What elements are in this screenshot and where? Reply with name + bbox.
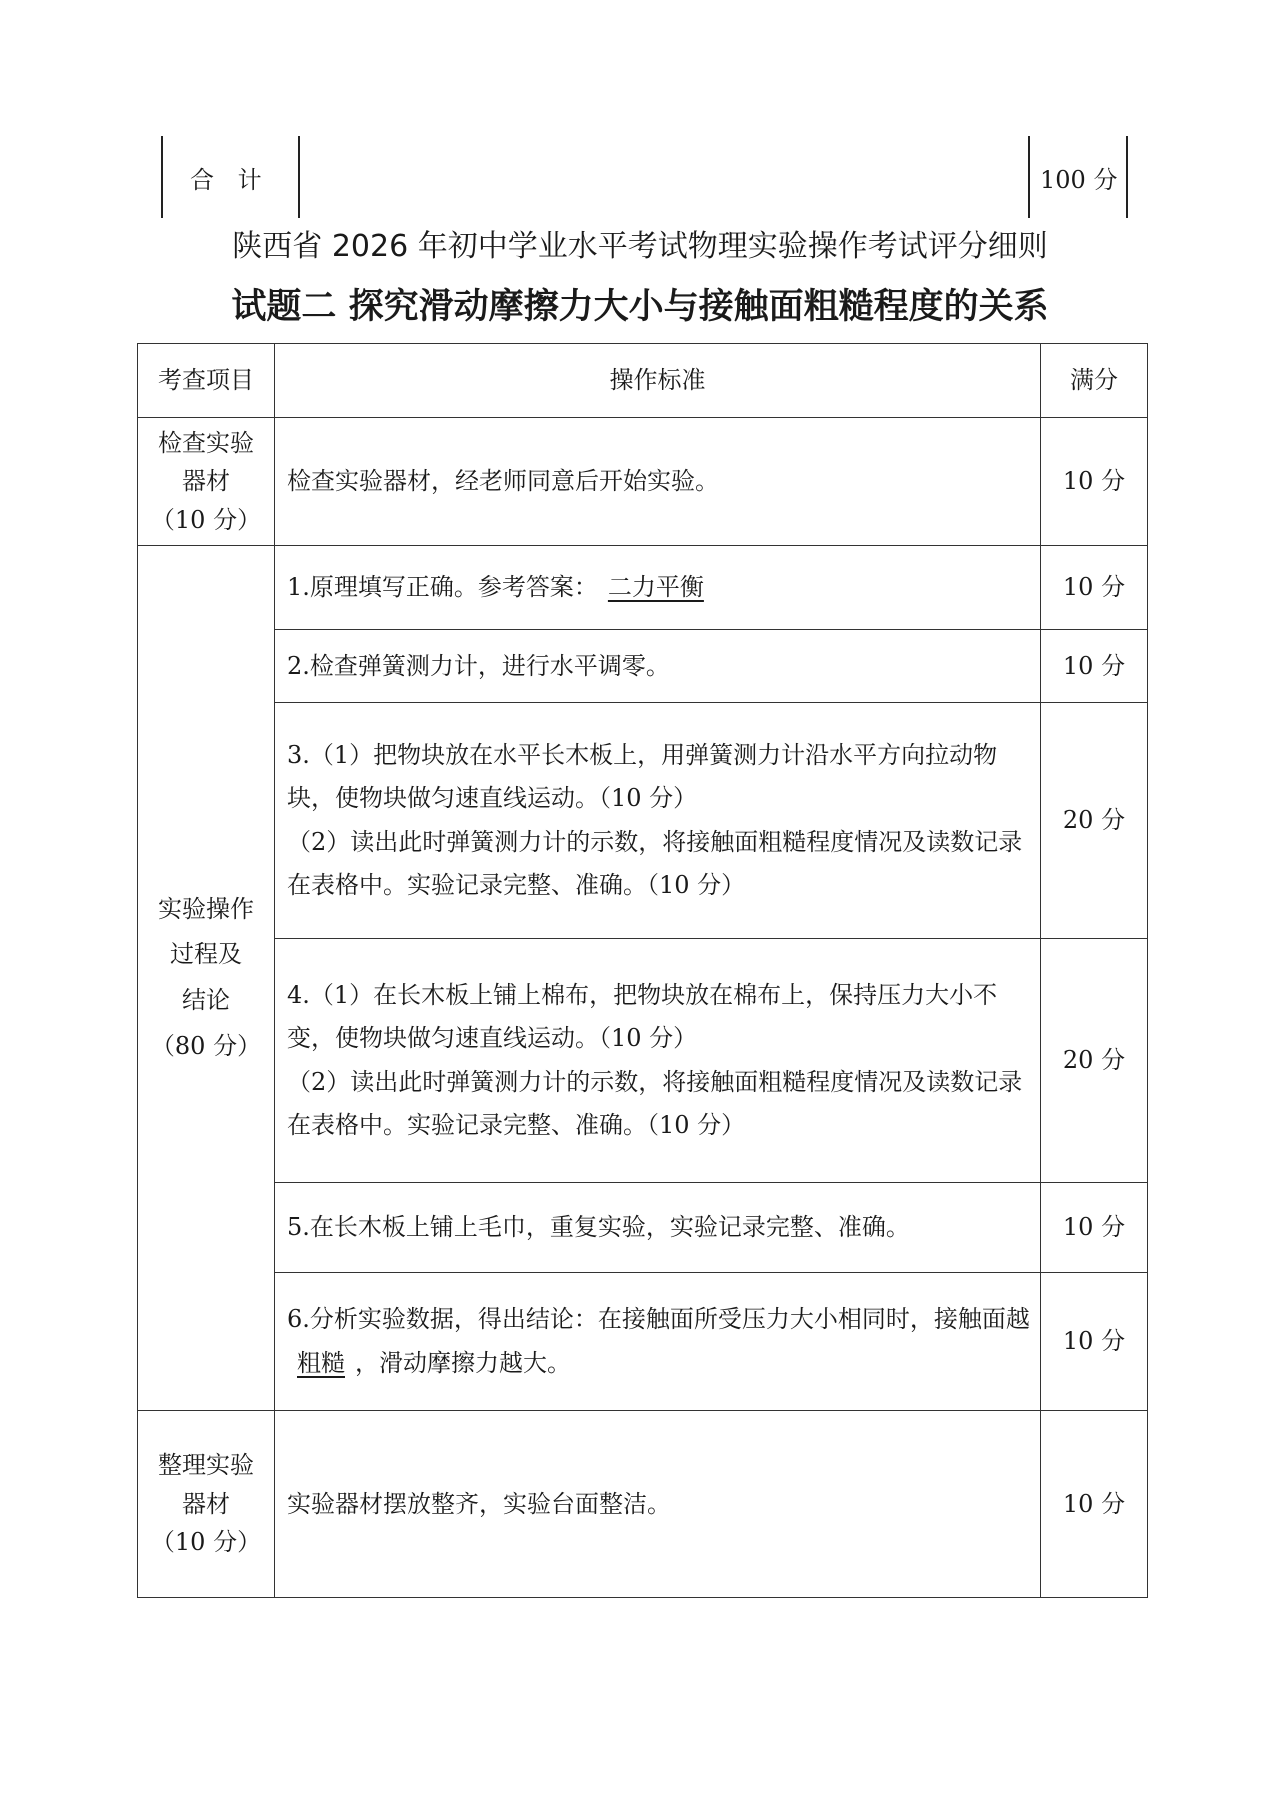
section-item-tidy: 整理实验 器材 （10 分） xyxy=(138,1411,275,1598)
row-score: 10 分 xyxy=(1041,1183,1148,1273)
row-score: 10 分 xyxy=(1041,1411,1148,1598)
table-row xyxy=(138,1273,1148,1411)
answer-blank: 粗糙 xyxy=(297,1348,345,1377)
row-score: 10 分 xyxy=(1041,630,1148,703)
answer-blank: 二力平衡 xyxy=(607,573,704,602)
fragment-border-mid xyxy=(298,136,300,218)
scoring-table xyxy=(137,343,1148,1598)
criteria-text: 实验器材摆放整齐，实验台面整洁。 xyxy=(275,1411,1041,1598)
section-item-check: 检查实验 器材 （10 分） xyxy=(138,418,275,546)
criteria-text: 4.（1）在长木板上铺上棉布，把物块放在棉布上，保持压力大小不变，使物块做匀速直线运动。（10 分） （2）读出此时弹簧测力计的示数，将接触面粗糙程度情况及读数记录在表格中。实验记录完整、准确。（10 分） xyxy=(275,939,1041,1183)
row-score: 10 分 xyxy=(1041,546,1148,630)
row-score: 10 分 xyxy=(1041,418,1148,546)
criteria-text: 1.原理填写正确。参考答案： 二力平衡 xyxy=(275,546,1041,630)
header-criteria: 操作标准 xyxy=(275,344,1041,418)
row-score: 20 分 xyxy=(1041,939,1148,1183)
document-title: 陕西省 2026 年初中学业水平考试物理实验操作考试评分细则 xyxy=(232,229,1048,264)
criteria-text: 2.检查弹簧测力计，进行水平调零。 xyxy=(275,630,1041,703)
table-header-row xyxy=(138,344,1148,418)
header-item: 考查项目 xyxy=(138,344,275,418)
table-row xyxy=(138,630,1148,703)
table-row xyxy=(138,1183,1148,1273)
fragment-total-score: 100 分 xyxy=(1040,166,1118,194)
row-score: 10 分 xyxy=(1041,1273,1148,1411)
criteria-text: 检查实验器材，经老师同意后开始实验。 xyxy=(275,418,1041,546)
fragment-total-label: 合 计 xyxy=(190,166,270,194)
header-score: 满分 xyxy=(1041,344,1148,418)
table-row xyxy=(138,939,1148,1183)
criteria-text: 6.分析实验数据，得出结论：在接触面所受压力大小相同时，接触面越粗糙 ，滑动摩擦力越大。 xyxy=(275,1273,1041,1411)
fragment-border-left xyxy=(161,136,163,218)
row-score: 20 分 xyxy=(1041,703,1148,939)
section-item-operation: 实验操作 过程及 结论 （80 分） xyxy=(138,546,275,1411)
table-row xyxy=(138,418,1148,546)
criteria-text: 5.在长木板上铺上毛巾，重复实验，实验记录完整、准确。 xyxy=(275,1183,1041,1273)
table-row xyxy=(138,1411,1148,1598)
table-row xyxy=(138,703,1148,939)
table-row xyxy=(138,546,1148,630)
criteria-text: 3.（1）把物块放在水平长木板上，用弹簧测力计沿水平方向拉动物块，使物块做匀速直线运动。（10 分） （2）读出此时弹簧测力计的示数，将接触面粗糙程度情况及读数记录在表格中。实验记录完整、准确。（10 分） xyxy=(275,703,1041,939)
fragment-border-right xyxy=(1028,136,1030,218)
fragment-border-end xyxy=(1126,136,1128,218)
exam-question-title: 试题二 探究滑动摩擦力大小与接触面粗糙程度的关系 xyxy=(231,287,1049,327)
